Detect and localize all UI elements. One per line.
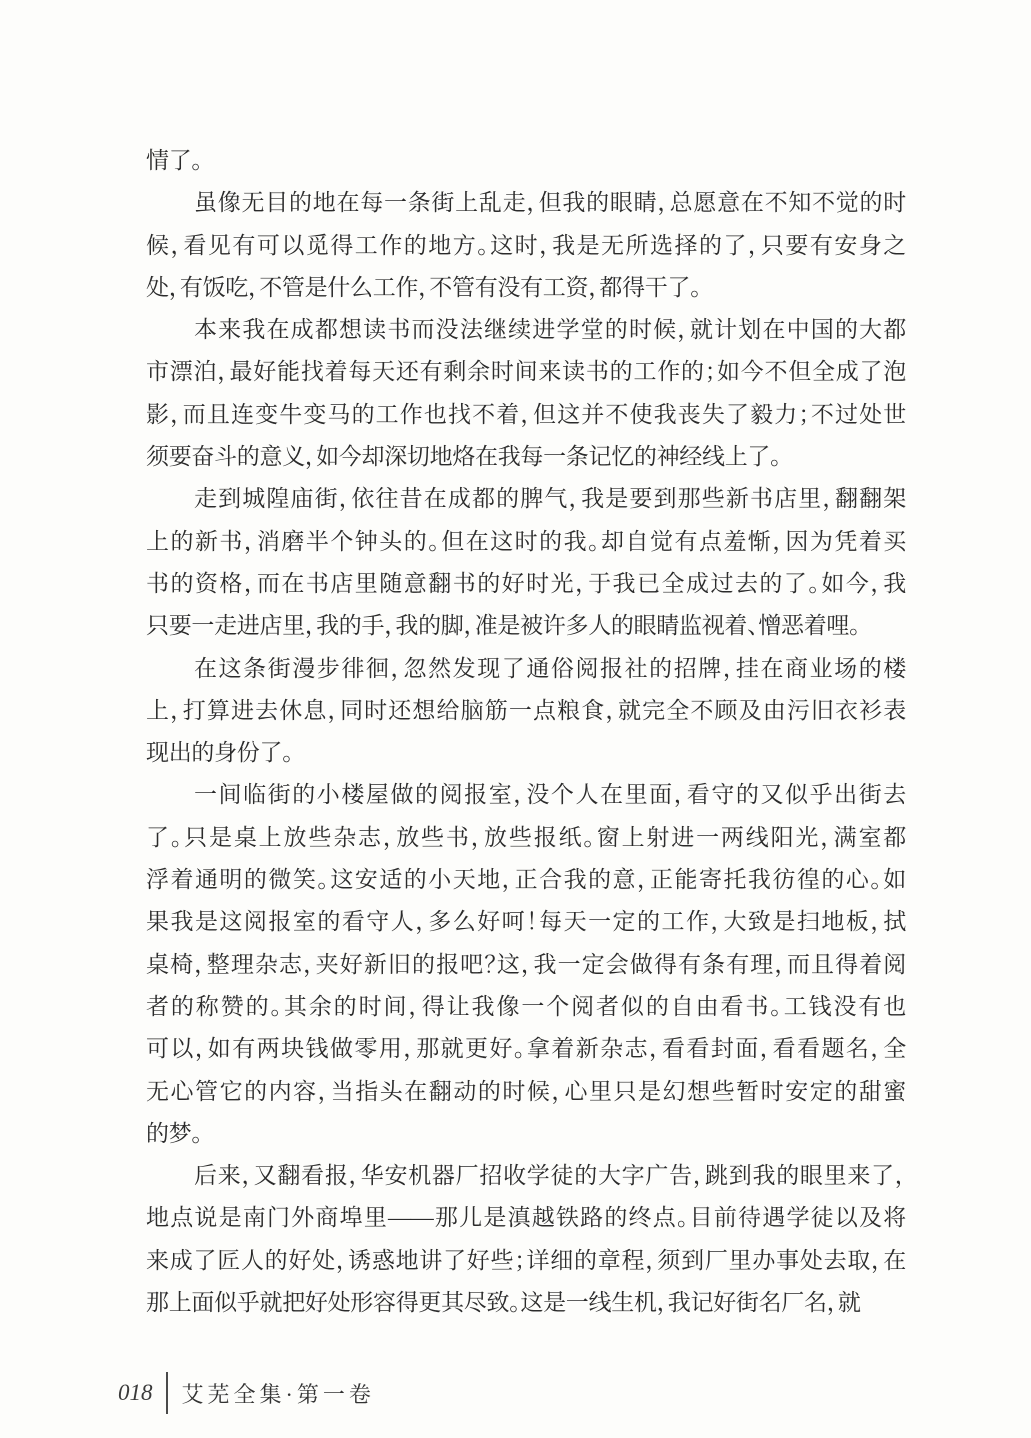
text-line: 可以，如有两块钱做零用，那就更好。拿着新杂志，看看封面，看看题名，全 (146, 1036, 906, 1062)
text-line: 候，看见有可以觅得工作的地方。这时，我是无所选择的了，只要有安身之 (146, 232, 906, 258)
text-line: 虽像无目的地在每一条街上乱走，但我的眼睛，总愿意在不知不觉的时 (194, 190, 906, 216)
text-line: 上，打算进去休息，同时还想给脑筋一点粮食，就完全不顾及由污旧衣衫表 (146, 697, 906, 723)
text-line: 只要一走进店里，我的手，我的脚，准是被许多人的眼睛监视着、憎恶着哩。 (146, 613, 861, 639)
text-line: 了。只是桌上放些杂志，放些书，放些报纸。窗上射进一两线阳光，满室都 (146, 824, 906, 850)
book-title: 艾芜全集·第一卷 (181, 1381, 375, 1407)
text-line: 处，有饭吃，不管是什么工作，不管有没有工资，都得干了。 (146, 274, 702, 300)
text-line: 现出的身份了。 (146, 740, 294, 766)
text-line: 走到城隍庙街，依往昔在成都的脾气，我是要到那些新书店里，翻翻架 (194, 486, 906, 512)
text-line: 无心管它的内容，当指头在翻动的时候，心里只是幻想些暂时安定的甜蜜 (146, 1078, 906, 1104)
text-line: 的梦。 (146, 1120, 203, 1146)
text-line: 影，而且连变牛变马的工作也找不着，但这并不使我丧失了毅力；不过处世 (146, 401, 906, 427)
paragraph (146, 648, 906, 775)
text-line: 那上面似乎就把好处形容得更其尽致。这是一线生机，我记好街名厂名，就 (146, 1290, 861, 1316)
page-number: 018 (118, 1380, 153, 1405)
text-line: 果我是这阅报室的看守人，多么好呵！每天一定的工作，大致是扫地板，拭 (146, 909, 906, 935)
paragraph (146, 140, 906, 182)
text-line: 上的新书，消磨半个钟头的。但在这时的我。却自觉有点羞惭，因为凭着买 (146, 528, 906, 554)
paragraph (146, 774, 906, 1155)
text-line: 地点说是南门外商埠里——那儿是滇越铁路的终点。目前待遇学徒以及将 (146, 1205, 906, 1231)
text-line: 情了。 (146, 148, 203, 173)
text-line: 者的称赞的。其余的时间，得让我像一个阅者似的自由看书。工钱没有也 (146, 993, 906, 1019)
text-line: 市漂泊，最好能找着每天还有剩余时间来读书的工作的；如今不但全成了泡 (146, 359, 906, 385)
text-line: 本来我在成都想读书而没法继续进学堂的时候，就计划在中国的大都 (194, 317, 906, 343)
text-line: 在这条街漫步徘徊，忽然发现了通俗阅报社的招牌，挂在商业场的楼 (194, 655, 906, 681)
paragraph (146, 478, 906, 647)
paragraph (146, 309, 906, 478)
text-line: 桌椅，整理杂志，夹好新旧的报吧？这，我一定会做得有条有理，而且得着阅 (146, 951, 906, 977)
paragraph (146, 1155, 906, 1324)
text-line: 一间临街的小楼屋做的阅报室，没个人在里面，看守的又似乎出街去 (194, 782, 906, 808)
text-line: 后来，又翻看报，华安机器厂招收学徒的大字广告，跳到我的眼里来了， (194, 1163, 906, 1189)
text-line: 须要奋斗的意义，如今却深切地烙在我每一条记忆的神经线上了。 (146, 444, 782, 470)
text-line: 来成了匠人的好处，诱惑地讲了好些；详细的章程，须到厂里办事处去取，在 (146, 1247, 906, 1273)
text-line: 浮着通明的微笑。这安适的小天地，正合我的意，正能寄托我彷徨的心。如 (146, 867, 906, 893)
paragraph (146, 182, 906, 309)
page-footer (118, 1370, 375, 1416)
page-body (146, 140, 906, 1324)
text-line: 书的资格，而在书店里随意翻书的好时光，于我已全成过去的了。如今，我 (146, 570, 906, 596)
